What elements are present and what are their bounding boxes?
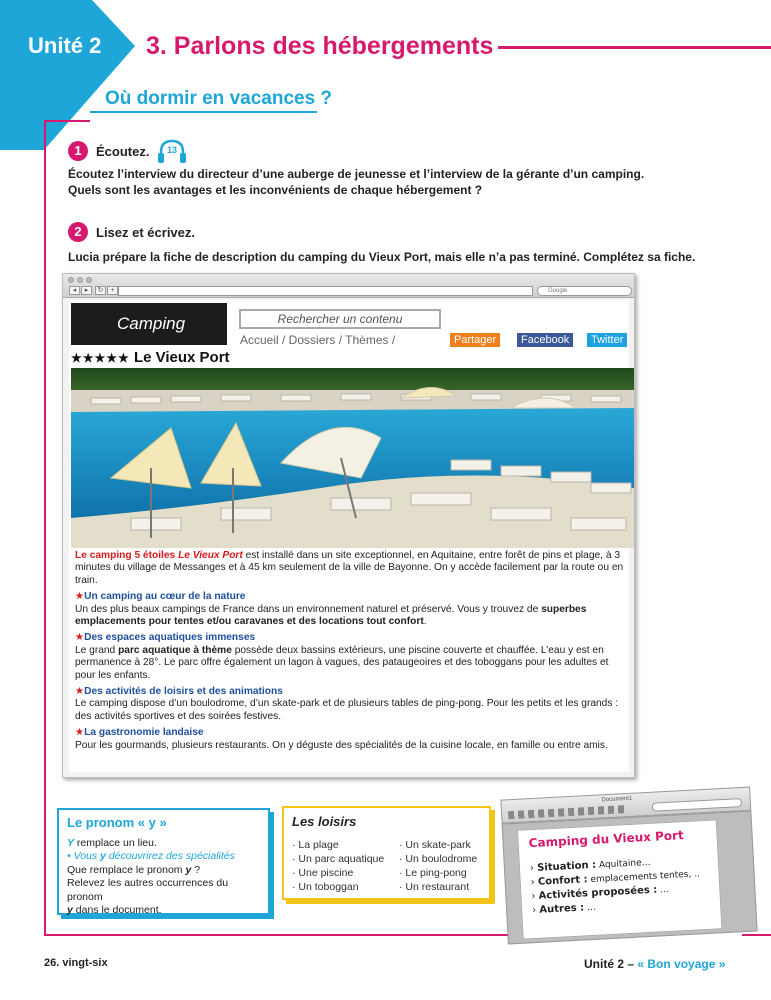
section-text-end: . [423, 616, 427, 628]
form-line: › Autres : … [531, 902, 597, 917]
grammar-example [67, 850, 260, 864]
unit-banner-shape [0, 0, 135, 150]
section-text: Le grand [75, 644, 119, 656]
section-text: Pour les gourmands, plusieurs restaurants. On y déguste des spécialités de la cuisine locale, en famille ou entre amis. [75, 739, 608, 751]
pronoun-y: Y [67, 836, 75, 849]
activity-number: 1 [68, 141, 88, 161]
section-nature [75, 591, 630, 628]
browser-search-field[interactable]: Google [537, 286, 632, 296]
document-title: Camping du Vieux Port [528, 828, 685, 851]
form-value: … [583, 902, 597, 914]
grammar-box-title: Le pronom « y » [67, 815, 167, 830]
track-number: 13 [166, 145, 177, 155]
title-rule [498, 46, 771, 49]
section-text-end: possède deux bassins extérieurs, une piscine couverte et chauffée. L’eau y est en permanence à 28°. Le parc offre également un lagon à vagues, des pataugeoires et des toboggans pour les adultes et pour les enfants. [75, 644, 609, 681]
form-value: emplacements tentes, .. [587, 869, 701, 886]
document-window-title: Document1 [601, 795, 633, 804]
vocabulary-column [399, 838, 477, 894]
browser-window [62, 273, 635, 778]
form-line: › Activités proposées : … [531, 884, 670, 903]
twitter-button[interactable]: Twitter [587, 333, 627, 347]
unit-banner [0, 0, 135, 150]
task-text: dans le document. [72, 904, 162, 916]
activity-title: Lisez et écrivez. [96, 225, 195, 240]
browser-toolbar [63, 274, 634, 298]
frame-line [742, 934, 771, 936]
vocabulary-box-title: Les loisirs [292, 814, 357, 829]
grammar-question [67, 864, 260, 878]
form-line: › Confort : emplacements tentes, .. [530, 869, 701, 889]
breadcrumb[interactable]: Accueil / Dossiers / Thèmes / [240, 333, 396, 347]
form-value: … [657, 884, 670, 896]
activity-title: Écoutez. [96, 144, 150, 159]
frame-line [44, 121, 46, 936]
vocabulary-item: · Un boulodrome [399, 853, 478, 865]
activity-number: 2 [68, 222, 88, 242]
window-zoom-button[interactable] [86, 277, 92, 283]
frame-line [44, 934, 514, 936]
vocabulary-item: · Un toboggan [292, 881, 359, 893]
grammar-task: Relevez les autres occurrences du pronom [67, 877, 229, 903]
intro-italic: Le Vieux Port [178, 550, 243, 561]
rating-stars: ★★★★★ [71, 351, 130, 365]
vocabulary-box-loisirs [282, 806, 491, 900]
pronoun-y: y [185, 863, 192, 876]
section-subtitle: Où dormir en vacances ? [105, 88, 333, 109]
section-aquatic [75, 632, 630, 682]
rule-text: remplace un lieu. [74, 836, 157, 849]
footer-unit-title: « Bon voyage » [637, 957, 726, 971]
section-heading: Des activités de loisirs et des animations [84, 686, 283, 698]
unit-label: Unité 2 [28, 33, 102, 58]
form-value: Aquitaine… [595, 857, 651, 871]
lesson-title: 3. Parlons des hébergements [146, 32, 494, 60]
example-text: découvrirez des spécialités [105, 850, 235, 862]
activity1-instruction-2: Quels sont les avantages et les inconvénients de chaque hébergement ? [68, 183, 483, 197]
footer-unit: Unité 2 – [584, 957, 638, 971]
form-label: Confort : [537, 874, 588, 888]
star-icon: ★ [75, 632, 85, 644]
grammar-box-pronom-y [57, 808, 270, 915]
window-close-button[interactable] [68, 277, 74, 283]
vocabulary-item: · Le ping-pong [399, 867, 467, 879]
subtitle-rule [90, 111, 317, 113]
pool-photo [71, 368, 634, 548]
grammar-task [67, 904, 260, 918]
back-button[interactable]: ◂ [69, 286, 80, 295]
form-label: Autres : [539, 902, 585, 916]
pronoun-y: y [67, 904, 73, 916]
question-text: ? [191, 863, 201, 876]
section-heading: Des espaces aquatiques immenses [84, 632, 256, 644]
section-heading: Un camping au cœur de la nature [84, 591, 246, 603]
pronoun-y: y [100, 850, 106, 862]
vocabulary-item: · Un skate-park [399, 839, 471, 851]
star-icon: ★ [75, 591, 85, 603]
web-page [69, 300, 629, 772]
section-text: Le camping dispose d’un boulodrome, d’un skate-park et de plusieurs tables de ping-pong. Pour les petits et les grands : des activités sportives et des soirées festives. [75, 698, 619, 722]
forward-button[interactable]: ▸ [81, 286, 92, 295]
form-label: Situation : [536, 859, 597, 874]
section-leisure [75, 686, 630, 723]
share-button[interactable]: Partager [450, 333, 500, 347]
document-window [500, 787, 757, 945]
activity2-instruction: Lucia prépare la fiche de description du camping du Vieux Port, mais elle n’a pas terminé. Complétez sa fiche. [68, 250, 696, 264]
section-food [75, 727, 630, 752]
star-icon: ★ [75, 727, 85, 739]
camping-name: Le Vieux Port [133, 349, 230, 366]
section-heading: La gastronomie landaise [84, 727, 204, 739]
reload-button[interactable]: ↻ [95, 286, 106, 295]
intro-paragraph [75, 550, 630, 587]
grammar-rule [67, 837, 260, 851]
site-search-input[interactable]: Rechercher un contenu [239, 309, 441, 329]
facebook-button[interactable]: Facebook [517, 333, 573, 347]
frame-line [44, 120, 90, 122]
vocabulary-item: · Un restaurant [399, 881, 470, 893]
activity1-instruction-1: Écoutez l’interview du directeur d’une auberge de jeunesse et l’interview de la gérante d’un camping. [68, 167, 645, 181]
site-logo[interactable]: Camping [71, 303, 227, 345]
vocabulary-column [292, 838, 384, 894]
form-label: Activités proposées : [538, 884, 658, 902]
section-text-bold: parc aquatique à thème [118, 644, 232, 656]
question-text: Que remplace le pronom [67, 863, 186, 876]
document-search-field[interactable] [652, 798, 742, 812]
vocabulary-item: · La plage [292, 839, 339, 851]
window-minimize-button[interactable] [77, 277, 83, 283]
section-text-bold: superbes emplacements pour tentes et/ou caravanes et des locations tout confort [75, 603, 587, 628]
add-tab-button[interactable]: + [107, 286, 118, 295]
form-line: › Situation : Aquitaine… [529, 857, 651, 875]
document-page[interactable] [517, 819, 722, 939]
vocabulary-item: · Une piscine [292, 867, 354, 879]
document-area [502, 811, 758, 945]
camping-description [75, 550, 630, 756]
page-number: 26. vingt-six [44, 957, 108, 969]
intro-text: est installé dans un site exceptionnel, en Aquitaine, entre forêt de pins et plage, à 3 minutes du village de Messanges et à 45 km seulement de la ville de Bayonne. On y accède facilement par la route ou en train. [75, 550, 624, 586]
section-text: Un des plus beaux campings de France dans un environnement naturel et préservé. Vous y trouvez de [75, 603, 542, 615]
vocabulary-item: · Un parc aquatique [292, 853, 385, 865]
intro-bold: Le camping 5 étoiles [75, 550, 176, 561]
star-icon: ★ [75, 686, 85, 698]
address-bar[interactable] [118, 286, 533, 296]
example-text: • Vous [67, 850, 101, 862]
pool-photo-illustration [71, 368, 634, 548]
unit-footer [584, 957, 725, 971]
camping-heading [71, 349, 230, 366]
